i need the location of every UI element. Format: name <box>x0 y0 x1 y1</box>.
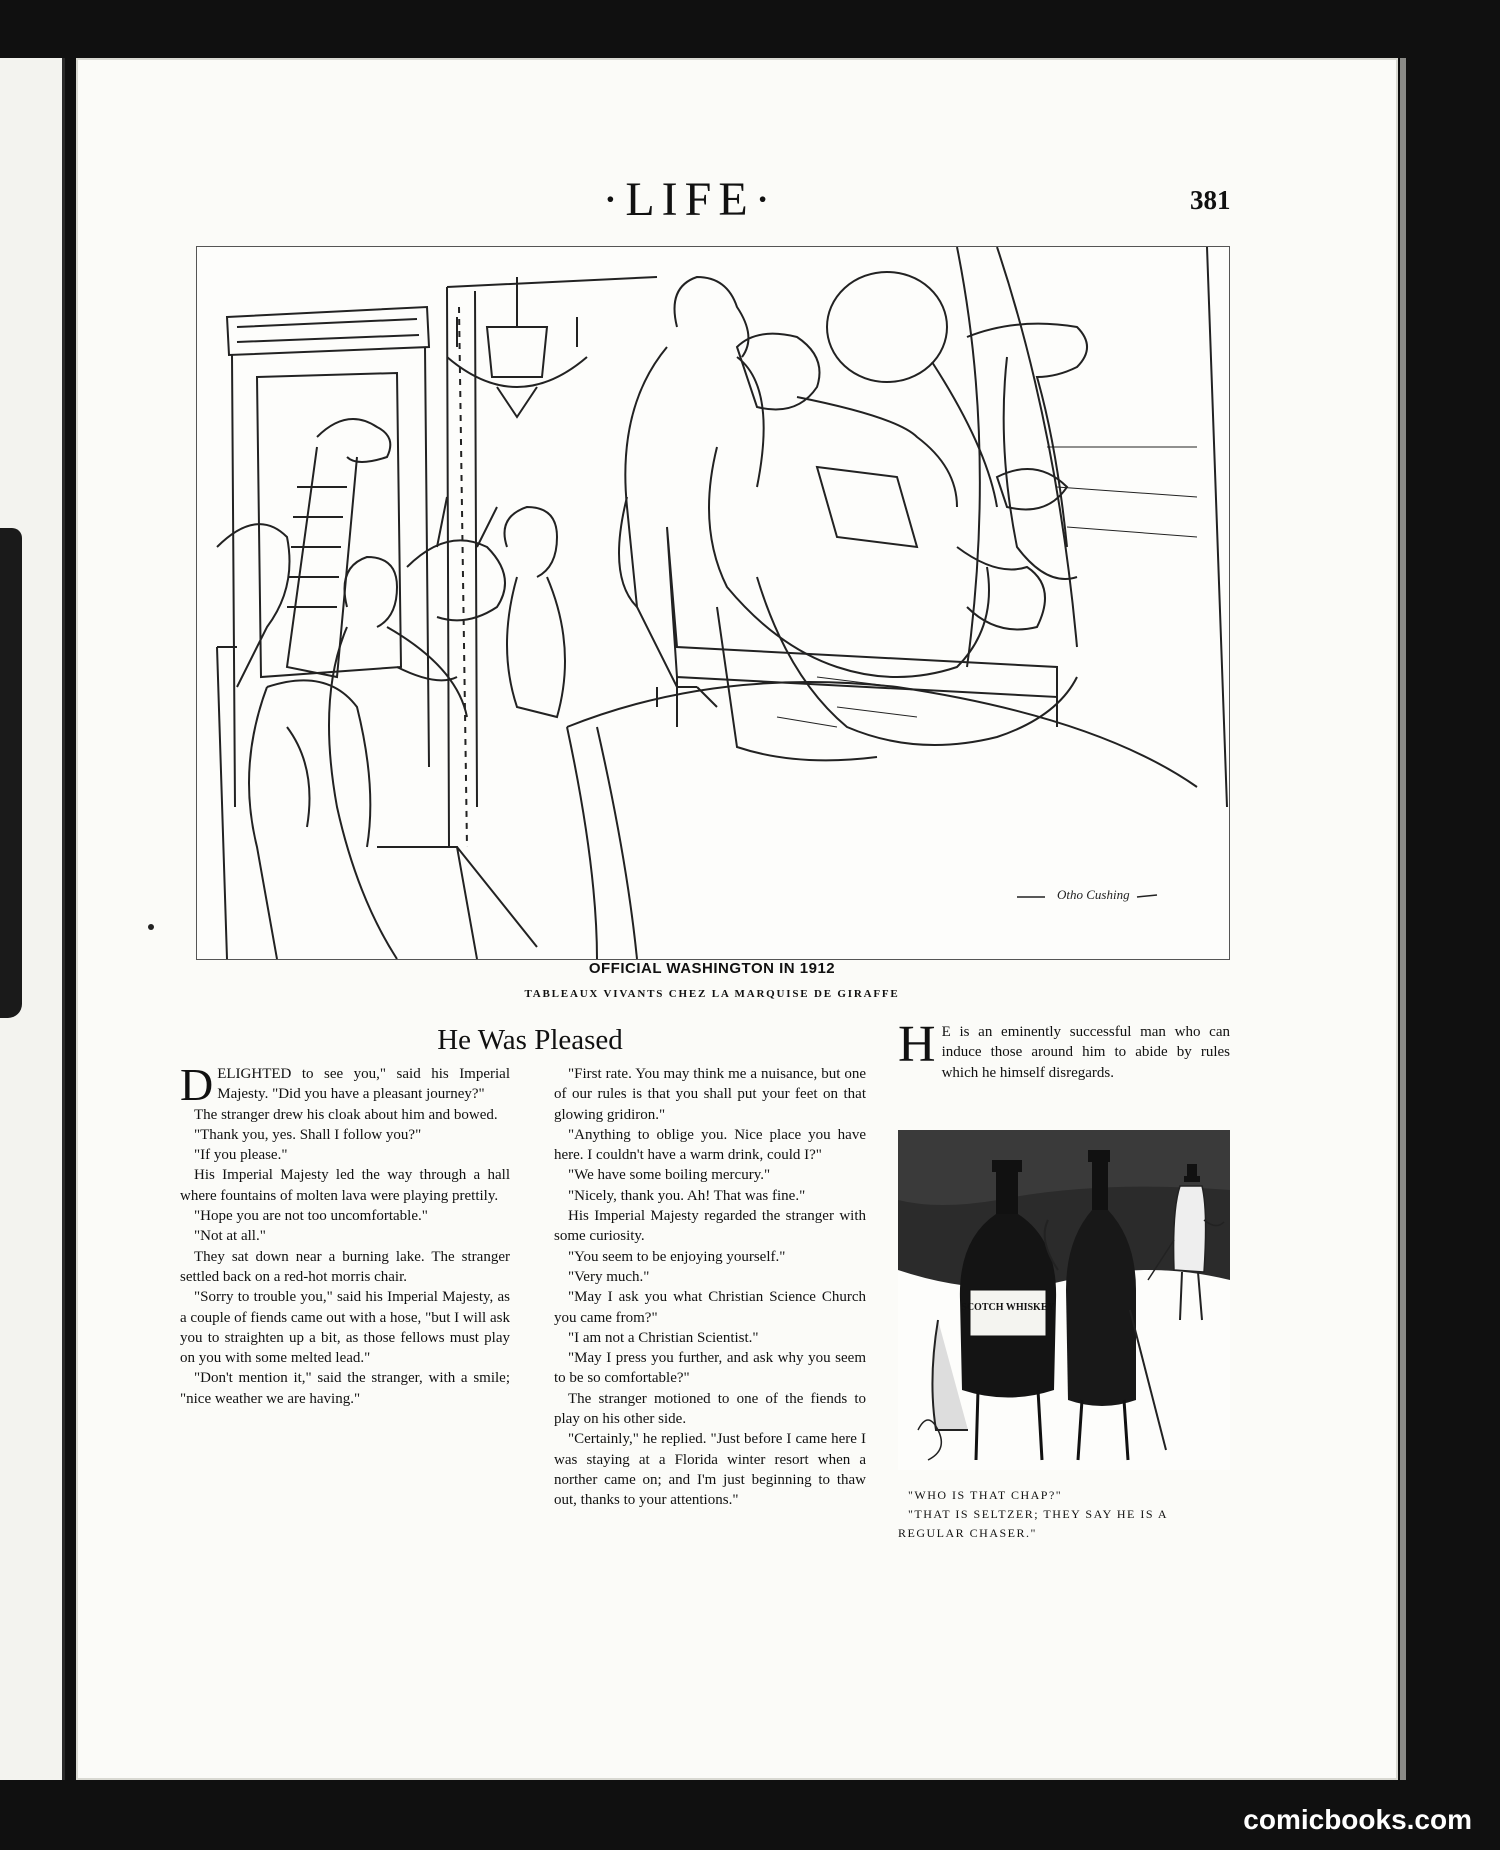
page-number: 381 <box>1190 185 1231 215</box>
aphorism-text: H E is an eminently successful man who can induce those around him to abide by rules which he himself disregards. <box>898 1016 1230 1081</box>
paragraph: "Not at all." <box>194 1228 266 1245</box>
cartoon-caption-subtitle: TABLEAUX VIVANTS CHEZ LA MARQUISE DE GIRAFFE <box>524 988 900 1000</box>
paragraph: "First rate. You may think me a nuisance, but one of our rules is that you shall put your feet on that glowing gridiron." <box>554 1066 866 1123</box>
drop-cap: D <box>180 1059 214 1110</box>
caption-line: "THAT IS SELTZER; THEY SAY HE IS A REGULAR CHASER." <box>898 1507 1168 1540</box>
paragraph: DELIGHTED to see you," said his Imperial Majesty. "Did you have a pleasant journey?" <box>180 1059 510 1110</box>
paragraph: The stranger drew his cloak about him and bowed. <box>194 1106 498 1123</box>
paragraph: "Don't mention it," said the stranger, with a smile; "nice weather we are having." <box>180 1370 510 1407</box>
paragraph: The stranger motioned to one of the fiends to play on his other side. <box>554 1390 866 1428</box>
drop-cap: H <box>898 1016 936 1073</box>
paragraph: "Very much." <box>568 1268 650 1285</box>
paragraph: "Certainly," he replied. "Just before I came here I was staying at a Florida winter resort when a norther came on; and I'm just beginning to thaw out, thanks to your attentions." <box>554 1431 866 1509</box>
cartoon-signature: Otho Cushing <box>1057 887 1130 902</box>
article-column-1 <box>180 1059 510 1409</box>
paragraph: "Anything to oblige you. Nice place you have here. I couldn't have a warm drink, could I?" <box>554 1126 866 1164</box>
paragraph: His Imperial Majesty regarded the stranger with some curiosity. <box>554 1208 866 1245</box>
aphorism <box>898 1016 1230 1083</box>
paragraph: His Imperial Majesty led the way through a hall where fountains of molten lava were playing prettily. <box>180 1167 510 1204</box>
paragraph: "May I press you further, and ask why you seem to be so comfortable?" <box>554 1350 866 1387</box>
bottles-caption <box>898 1486 1230 1543</box>
page-edge <box>1400 58 1406 1780</box>
ink-speck <box>148 924 154 930</box>
paragraph: "May I ask you what Christian Science Church you came from?" <box>554 1289 866 1326</box>
paragraph: "Hope you are not too uncomfortable." <box>194 1208 428 1225</box>
paragraph: "Nicely, thank you. Ah! That was fine." <box>568 1187 806 1204</box>
caption-line: "WHO IS THAT CHAP?" <box>908 1488 1063 1502</box>
paragraph: "We have some boiling mercury." <box>568 1167 771 1184</box>
paragraph: "I am not a Christian Scientist." <box>568 1329 759 1346</box>
cartoon-caption-title: OFFICIAL WASHINGTON IN 1912 <box>588 960 836 977</box>
article-column-2 <box>554 1064 866 1511</box>
paragraph: "Thank you, yes. Shall I follow you?" <box>194 1126 422 1143</box>
article-title: He Was Pleased <box>437 1024 623 1056</box>
paragraph: "If you please." <box>194 1147 288 1164</box>
masthead: ·LIFE· <box>602 173 778 226</box>
facing-page-edge <box>0 58 65 1780</box>
paragraph: They sat down near a burning lake. The stranger settled back on a red-hot morris chair. <box>180 1248 510 1285</box>
facing-page-shadow <box>0 528 22 1018</box>
bottle-label: SCOTCH WHISKEY <box>961 1302 1055 1313</box>
paragraph: "You seem to be enjoying yourself." <box>568 1248 786 1265</box>
paragraph: "Sorry to trouble you," said his Imperial Majesty, as a couple of fiends came out with a hose, "but I will ask you to straighten up a bit, as those fellows must play on you with some melted lead." <box>180 1289 510 1367</box>
bottles-cartoon <box>898 1130 1230 1470</box>
main-cartoon <box>196 246 1230 960</box>
watermark: comicbooks.com <box>1243 1804 1472 1835</box>
